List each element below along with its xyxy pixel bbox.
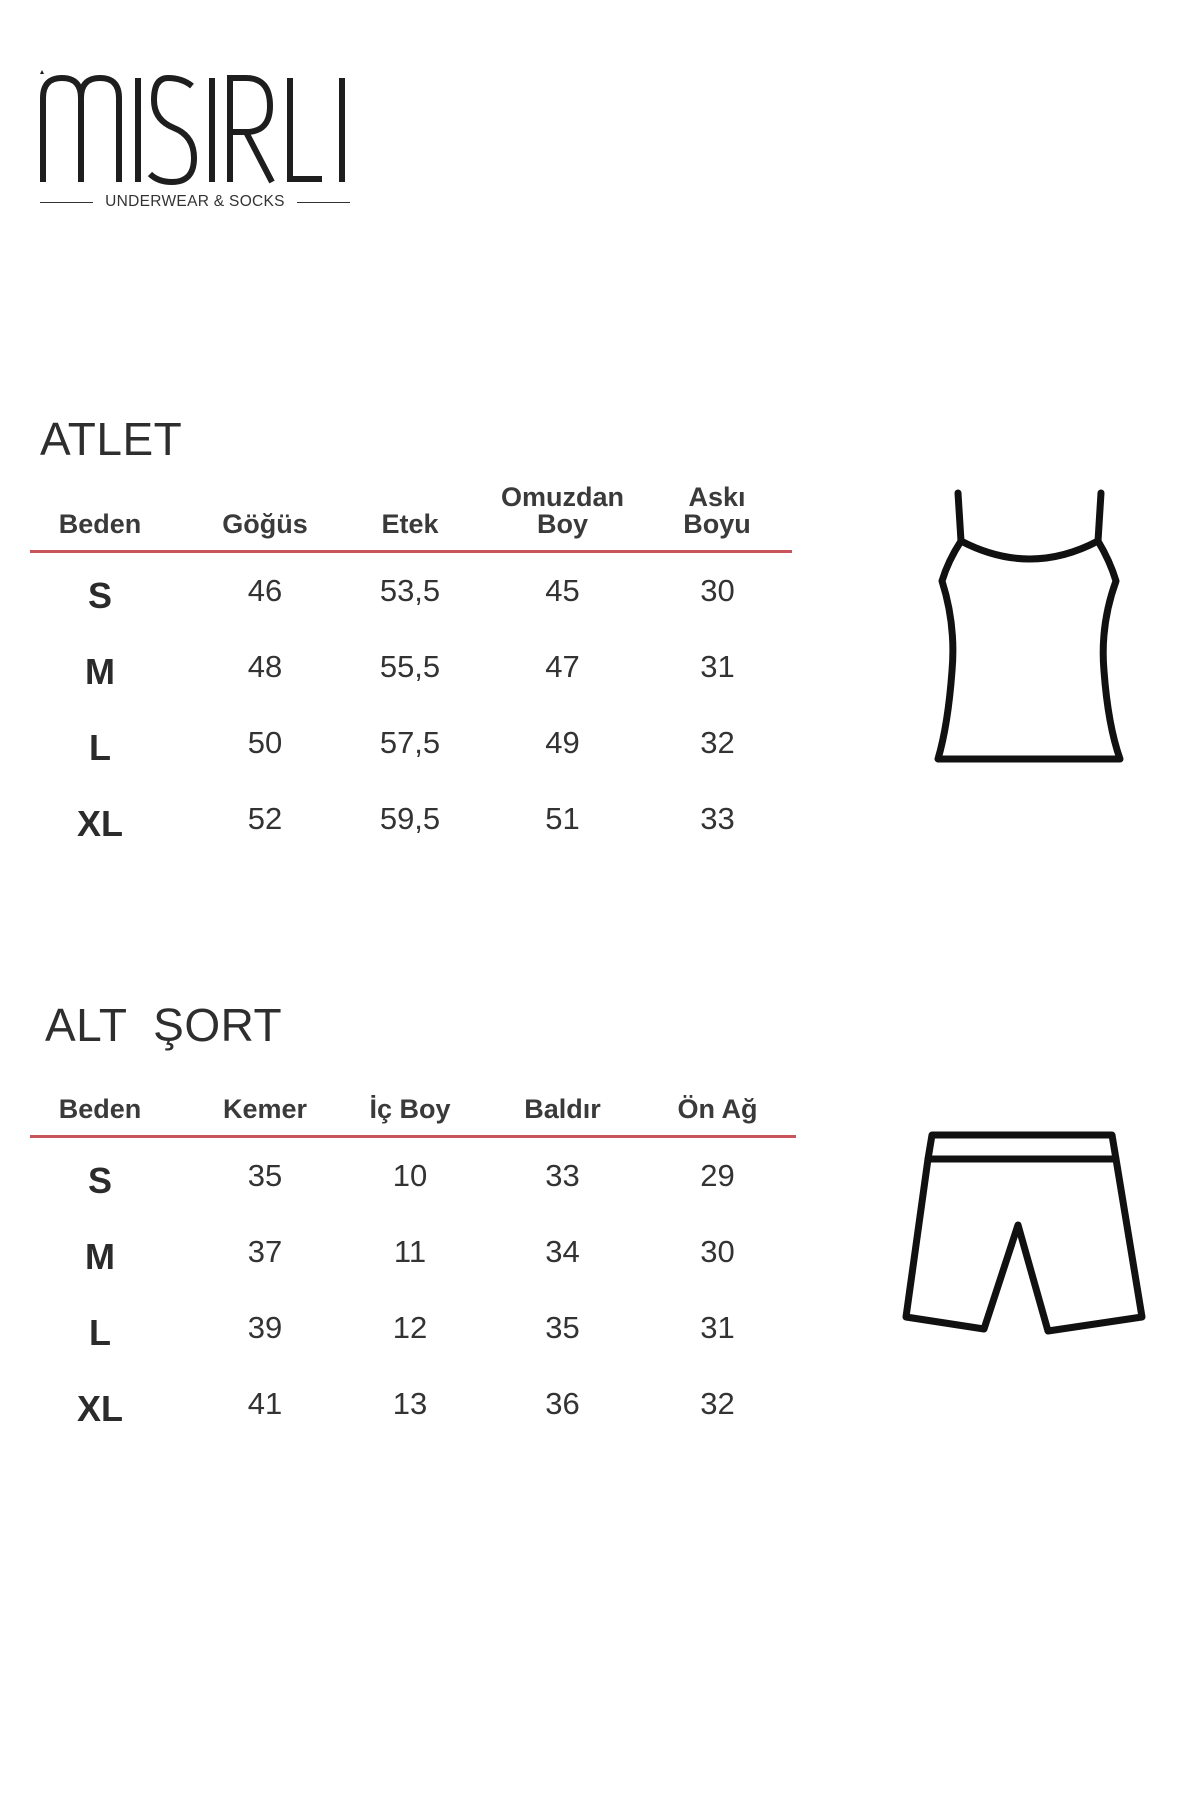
atlet-header-gogus: Göğüs (222, 509, 308, 539)
size-label: XL (76, 803, 123, 844)
table-cell: 48 (247, 649, 283, 684)
table-cell: 41 (247, 1386, 283, 1421)
sort-header-baldir: Baldır (524, 1094, 601, 1124)
tagline-rule-right (297, 202, 350, 203)
tank-top-icon (930, 485, 1130, 775)
table-cell: 45 (545, 573, 580, 608)
table-cell: 49 (545, 725, 580, 760)
size-label: XL (76, 1388, 123, 1429)
sort-header-ic-boy: İç Boy (369, 1094, 451, 1124)
table-cell: 50 (247, 725, 283, 760)
brand-tagline-row (40, 190, 350, 214)
table-cell: 33 (545, 1158, 580, 1193)
table-cell: 31 (700, 1310, 735, 1345)
table-cell: 29 (700, 1158, 735, 1193)
atlet-header-omuzdan-boy: Omuzdan Boy (500, 482, 624, 539)
table-cell: 33 (700, 801, 735, 836)
table-row (30, 553, 792, 629)
table-cell: 55,5 (379, 649, 441, 684)
brand-tagline: UNDERWEAR & SOCKS (105, 193, 285, 210)
size-label: L (89, 1312, 111, 1353)
table-cell: 30 (700, 1234, 735, 1269)
sort-section-title: ALT ŞORT (45, 999, 283, 1051)
table-row (30, 629, 792, 705)
table-cell: 11 (393, 1234, 427, 1269)
table-cell: 35 (247, 1158, 283, 1193)
table-cell: 32 (700, 1386, 735, 1421)
table-row (30, 1290, 796, 1366)
table-cell: 57,5 (379, 725, 441, 760)
tagline-rule-left (40, 202, 93, 203)
brand-logo (40, 70, 350, 215)
size-label: S (87, 575, 112, 616)
table-cell: 59,5 (379, 801, 441, 836)
sort-header-beden: Beden (58, 1094, 142, 1124)
brand-wordmark (40, 70, 350, 185)
table-row (30, 1138, 796, 1214)
sort-size-table (30, 1055, 796, 1442)
table-cell: 32 (700, 725, 735, 760)
table-cell: 39 (247, 1310, 283, 1345)
atlet-header-etek: Etek (381, 509, 439, 539)
table-cell: 30 (700, 573, 735, 608)
size-label: M (85, 651, 115, 692)
atlet-header-aski-boyu: Askı Boyu (683, 482, 751, 539)
sort-table-header (30, 1055, 796, 1138)
table-cell: 51 (545, 801, 580, 836)
atlet-size-table (30, 470, 792, 857)
atlet-section-title: ATLET (40, 413, 183, 465)
size-label: M (85, 1236, 115, 1277)
atlet-table-header (30, 470, 792, 553)
table-row (30, 1214, 796, 1290)
table-cell: 34 (545, 1234, 580, 1269)
table-cell: 31 (700, 649, 735, 684)
table-cell: 35 (545, 1310, 580, 1345)
table-cell: 12 (392, 1310, 428, 1345)
sort-header-kemer: Kemer (222, 1094, 308, 1124)
table-cell: 53,5 (379, 573, 441, 608)
size-label: S (87, 1160, 112, 1201)
table-row (30, 705, 792, 781)
table-cell: 46 (247, 573, 283, 608)
table-row (30, 781, 792, 857)
table-cell: 37 (247, 1234, 283, 1269)
table-cell: 13 (392, 1386, 428, 1421)
table-cell: 36 (545, 1386, 580, 1421)
shorts-icon (900, 1125, 1150, 1355)
atlet-header-beden: Beden (58, 509, 142, 539)
table-cell: 10 (392, 1158, 428, 1193)
table-cell: 47 (545, 649, 580, 684)
size-label: L (89, 727, 111, 768)
sort-header-on-ag: Ön Ağ (677, 1094, 758, 1124)
table-row (30, 1366, 796, 1442)
table-cell: 52 (247, 801, 283, 836)
